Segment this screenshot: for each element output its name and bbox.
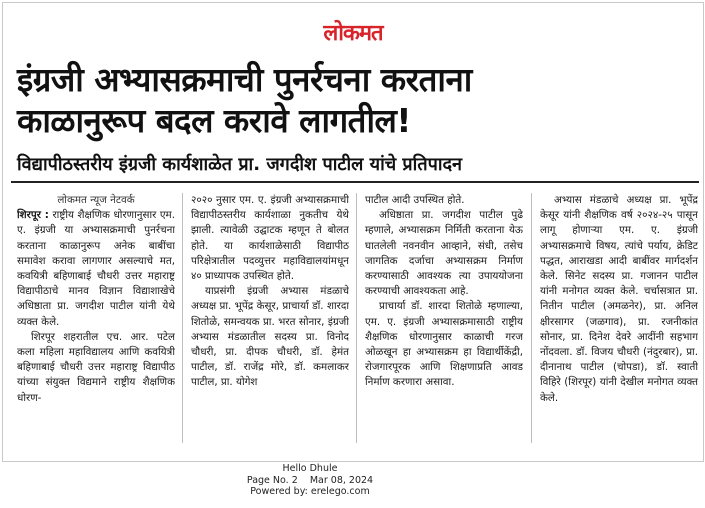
headline-divider	[11, 181, 699, 183]
article-paragraph	[17, 208, 175, 330]
column-divider	[531, 193, 532, 443]
article-column-3	[365, 193, 523, 455]
footer-edition: Hello Dhule	[282, 463, 338, 474]
subheadline: विद्यापीठस्तरीय इंग्रजी कार्यशाळेत प्रा. जगदीश पाटील यांचे प्रतिपादन	[17, 154, 463, 175]
article-paragraph: पाटील आदी उपस्थित होते.	[365, 194, 465, 206]
headline-line-1: इंग्रजी अभ्यासक्रमाची पुनर्रचना करताना	[17, 60, 472, 99]
column-divider	[182, 193, 183, 443]
masthead-logo	[3, 17, 703, 46]
paragraph-text: राष्ट्रीय शैक्षणिक धोरणानुसार एम. ए. इंग्रजी या अभ्यासक्रमाची पुनर्रचना करताना काळानुरूप अनेक बाबींचा समावेश करावा लागणार असल्याचे मत, कवयित्री बहिणाबाई चौधरी उत्तर महाराष्ट्र विद्यापीठाचे मानव विज्ञान विद्याशाखेचे अधिष्ठाता प्रा. जगदीश पाटील यांनी येथे व्यक्त केले.	[17, 209, 175, 328]
article-paragraph: शिरपूर शहरातील एच. आर. पटेल कला महिला महाविद्यालय आणि कवयित्री बहिणाबाई चौधरी उत्तर महाराष्ट्र विद्यापीठ यांच्या संयुक्त विद्यमाने राष्ट्रीय शैक्षणिक धोरण-	[17, 330, 175, 404]
article-paragraph: याप्रसंगी इंग्रजी अभ्यास मंडळाचे अध्यक्ष प्रा. भूपेंद्र केसूर, प्राचार्या डॉ. शारदा शितोळे, समन्वयक प्रा. भरत सोनार, इंग्रजी अभ्यास मंडळातील सदस्य प्रा. विनोद चौधरी, प्रा. दीपक चौधरी, डॉ. हेमंत पाटील, डॉ. राजेंद्र मोरे, डॉ. कमलाकर पाटील, प्रा. योगेश	[191, 285, 349, 389]
article-column-1	[17, 193, 175, 455]
article-paragraph: प्राचार्या डॉ. शारदा शितोळे म्हणाल्या, एम. ए. इंग्रजी अभ्यासक्रमासाठी राष्ट्रीय शैक्षणिक धोरणानुसार काळाची गरज ओळखून हा अभ्यासक्रम हा विद्यार्थीकेंद्री, रोजगारपूरक आणि शिक्षणाप्रति आवड निर्माण करणारा असावा.	[365, 300, 523, 389]
headline	[17, 59, 697, 141]
article-paragraph: अधिष्ठाता प्रा. जगदीश पाटील पुढे म्हणाले, अभ्यासक्रम निर्मिती करताना येऊ घातलेली नवनवीन आव्हाने, संधी, तसेच जागतिक दर्जाचा अभ्यासक्रम निर्माण करण्यासाठी आवश्यक त्या उपाययोजना करण्याची आवश्यकता आहे.	[365, 209, 523, 298]
page-footer	[0, 463, 620, 498]
footer-powered-by: Powered by: erelego.com	[250, 486, 370, 497]
article-paragraph: २०२० नुसार एम. ए. इंग्रजी अभ्यासक्रमाची विद्यापीठस्तरीय कार्यशाळा नुकतीच येथे झाली. त्यावेळी उद्घाटक म्हणून ते बोलत होते. या कार्यशाळेसाठी विद्यापीठ परिक्षेत्रातील पदव्युत्तर महाविद्यालयांमधून ४० प्राध्यापक उपस्थित होते.	[191, 194, 349, 283]
article-column-4	[540, 193, 698, 455]
byline: लोकमत न्यूज नेटवर्क	[57, 194, 135, 206]
dateline: शिरपूर :	[17, 209, 49, 222]
article-column-2	[191, 193, 349, 455]
masthead-text: लोकमत	[323, 21, 383, 46]
footer-page-info	[0, 475, 620, 487]
newspaper-clipping	[2, 2, 704, 462]
article-paragraph: अभ्यास मंडळाचे अध्यक्ष प्रा. भूपेंद्र केसूर यांनी शैक्षणिक वर्ष २०२४-२५ पासून लागू होणाऱ्या एम. ए. इंग्रजी अभ्यासक्रमाचे विषय, त्यांचे पर्याय, क्रेडिट पद्धत, आराखडा आदी बाबींवर मार्गदर्शन केले. सिनेट सदस्य प्रा. गजानन पाटील यांनी मनोगत व्यक्त केले. चर्चासत्रात प्रा. नितीन पाटील (अमळनेर), प्रा. अनिल क्षीरसागर (जळगाव), प्रा. रजनीकांत सोनार, प्रा. दिनेश देवरे आदींनी सहभाग नोंदवला. डॉ. विजय चौधरी (नंदुरबार), प्रा. दीनानाथ पाटील (चोपडा), डॉ. स्वाती विहिरे (शिरपूर) यांनी देखील मनोगत व्यक्त केले.	[540, 194, 698, 404]
footer-date: Mar 08, 2024	[309, 474, 374, 486]
column-divider	[356, 193, 357, 443]
footer-page-number: Page No. 2	[246, 474, 298, 486]
headline-line-2: काळानुरूप बदल करावे लागतील!	[17, 101, 411, 140]
